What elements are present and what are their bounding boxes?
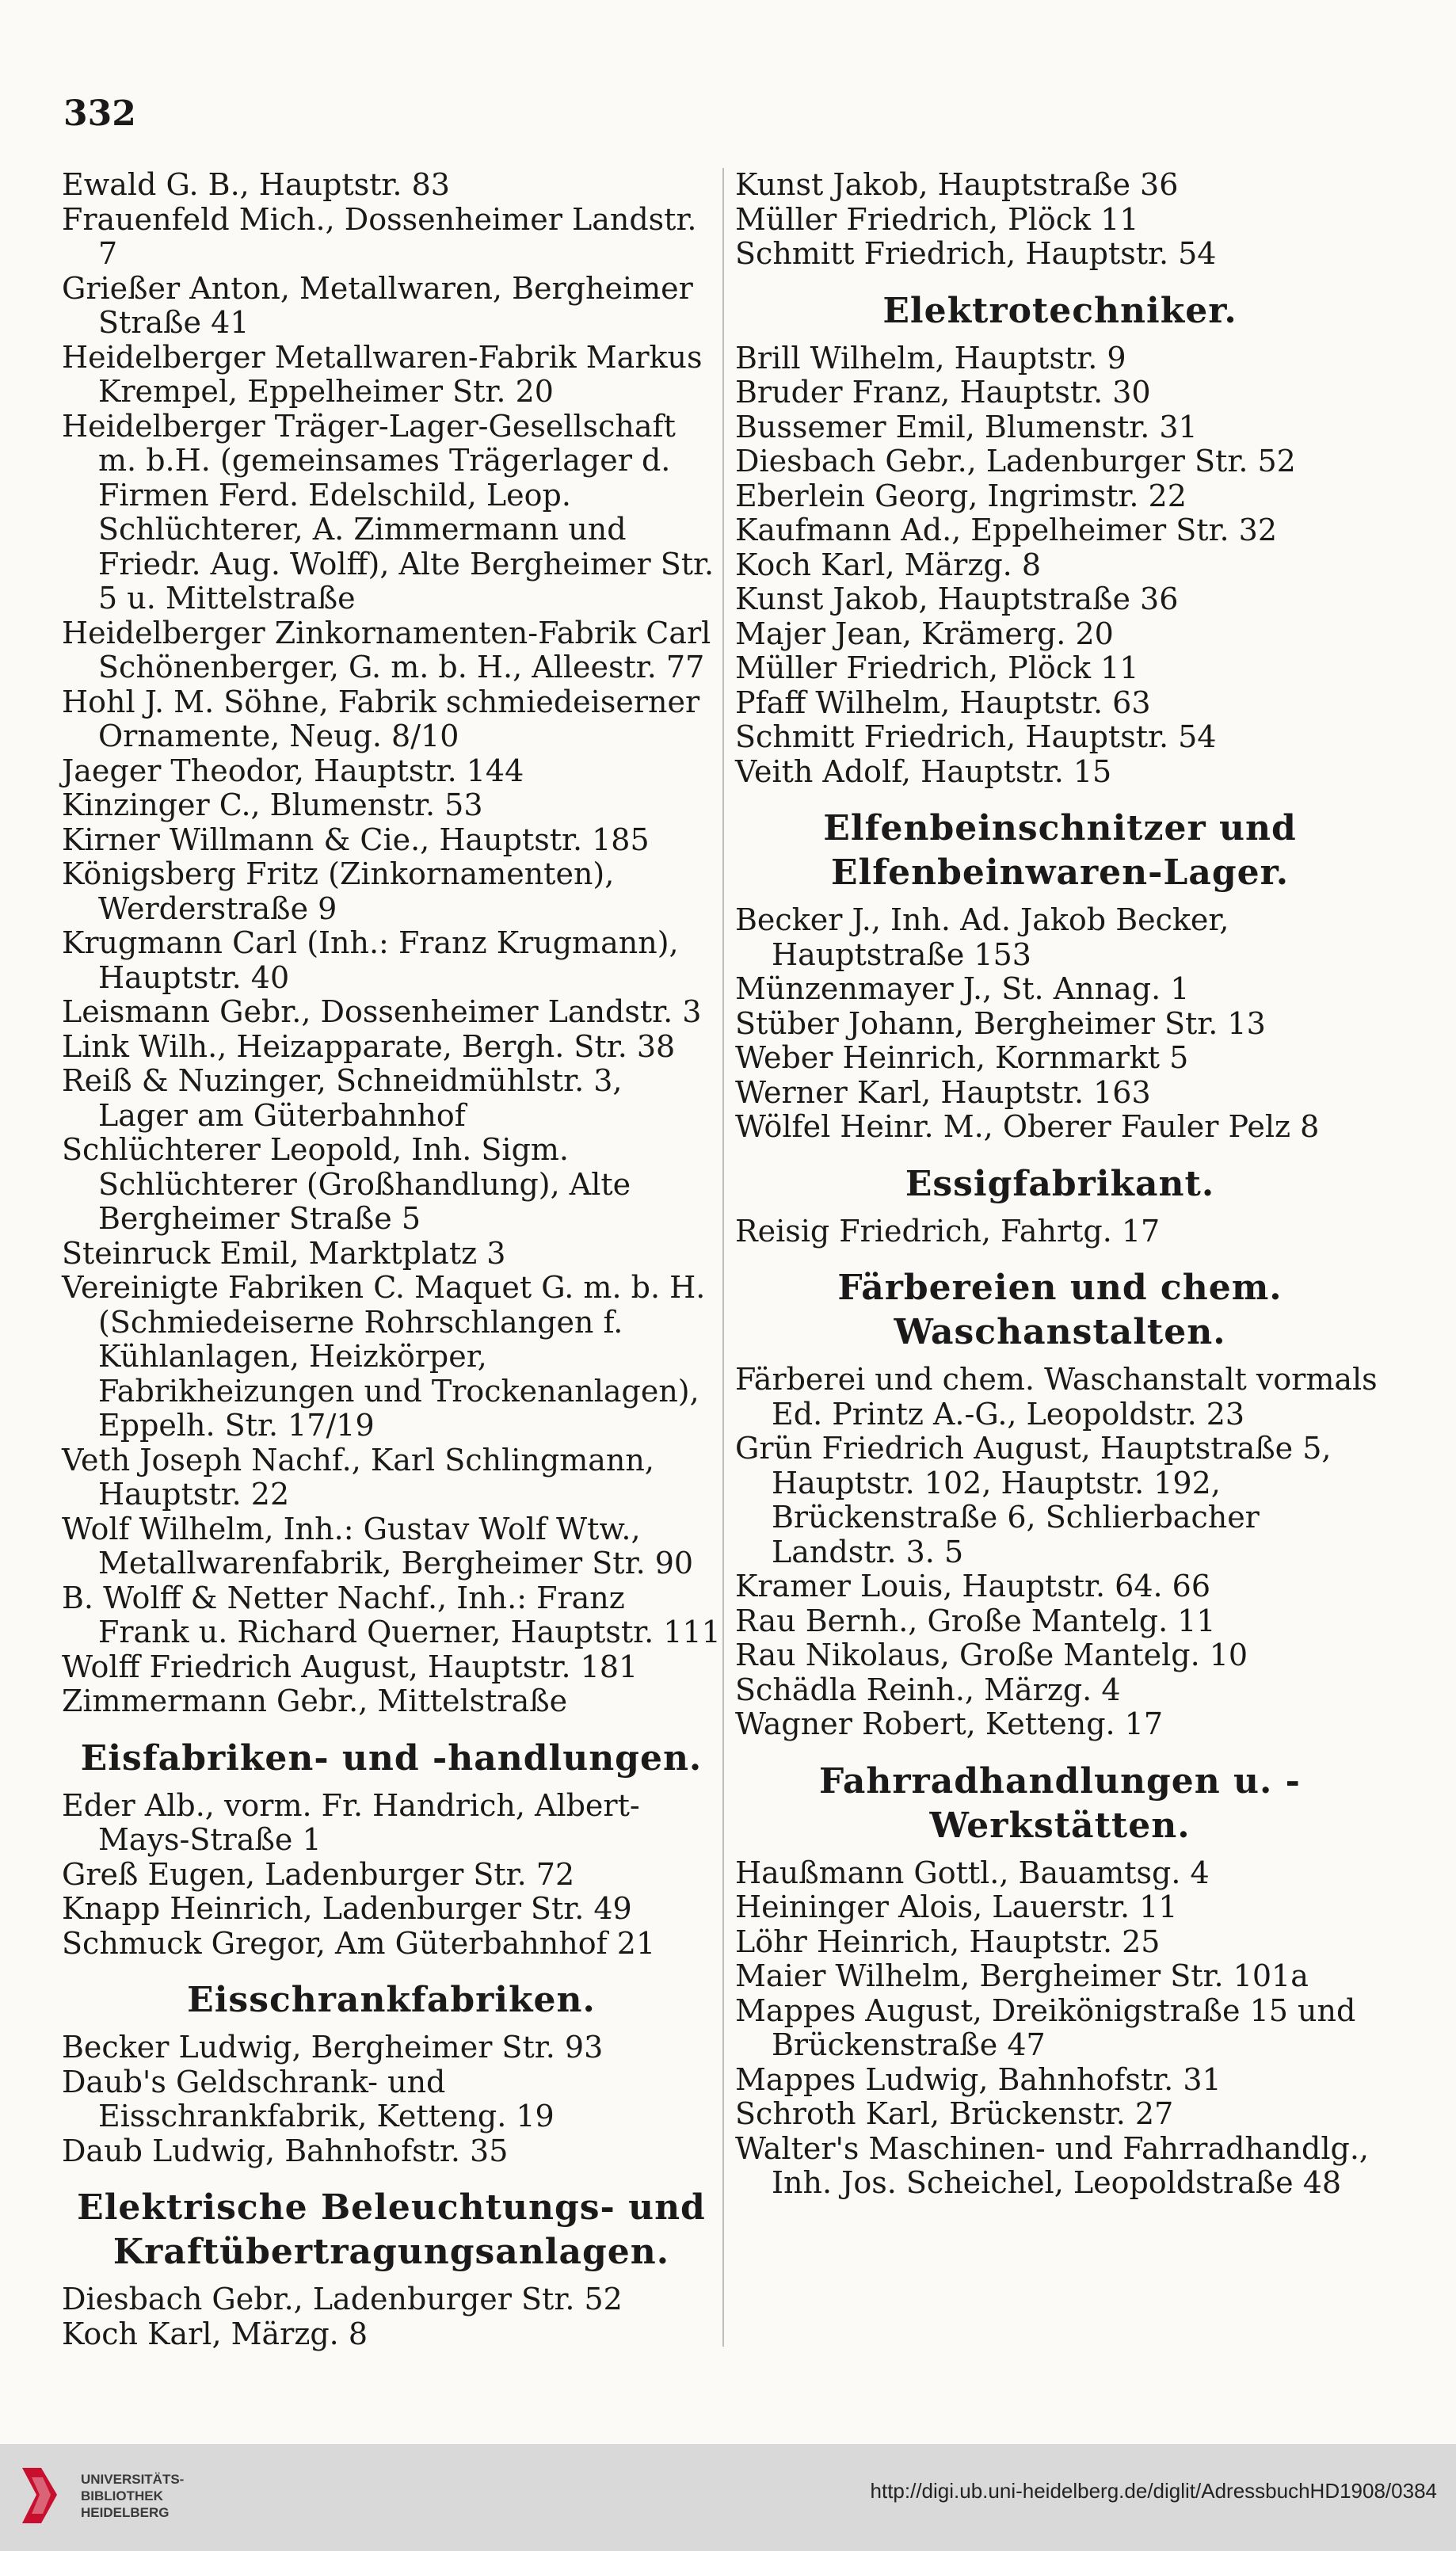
directory-entry: Kinzinger C., Blumenstr. 53: [62, 787, 483, 822]
directory-entry: Kirner Willmann & Cie., Hauptstr. 185: [62, 822, 650, 857]
directory-entry: Diesbach Gebr., Ladenburger Str. 52: [62, 2282, 623, 2316]
directory-entry: Wagner Robert, Ketteng. 17: [735, 1706, 1164, 1741]
directory-entry: Becker J., Inh. Ad. Jakob Becker, Hauptstraße 153: [735, 902, 1229, 972]
directory-entry: Diesbach Gebr., Ladenburger Str. 52: [735, 444, 1296, 479]
directory-entry: Becker Ludwig, Bergheimer Str. 93: [62, 2030, 604, 2065]
directory-entry: Königsberg Fritz (Zinkornamenten), Werderstraße 9: [62, 856, 615, 926]
directory-entry: Münzenmayer J., St. Annag. 1: [735, 971, 1190, 1006]
directory-entry: Färberei und chem. Waschanstalt vormals Ed. Printz A.-G., Leopoldstr. 23: [735, 1362, 1378, 1432]
directory-entry: Heidelberger Metallwaren-Fabrik Markus Krempel, Eppelheimer Str. 20: [62, 339, 703, 409]
logo-line: BIBLIOTHEK: [81, 2488, 163, 2503]
directory-entry: Grießer Anton, Metallwaren, Bergheimer Straße 41: [62, 270, 693, 340]
directory-entry: Werner Karl, Hauptstr. 163: [735, 1074, 1151, 1110]
directory-entry: Pfaff Wilhelm, Hauptstr. 63: [735, 684, 1151, 720]
directory-entry: Ewald G. B., Hauptstr. 83: [62, 167, 450, 202]
section-heading: Elfenbeinschnitzer und Elfenbeinwaren-Lager.: [823, 808, 1297, 893]
source-url-link[interactable]: http://digi.ub.uni-heidelberg.de/diglit/AdressbuchHD1908/0384: [870, 2479, 1437, 2503]
directory-entry: Veith Adolf, Hauptstr. 15: [735, 753, 1112, 789]
column-divider: [722, 168, 724, 2347]
directory-entry: Link Wilh., Heizapparate, Bergh. Str. 38: [62, 1028, 676, 1064]
page-number: 332: [63, 93, 136, 134]
directory-entry: Haußmann Gottl., Bauamtsg. 4: [735, 1855, 1210, 1890]
footer-bar: [0, 2444, 1456, 2551]
section-heading: Eisfabriken- und -handlungen.: [80, 1737, 703, 1779]
directory-entry: Leismann Gebr., Dossenheimer Landstr. 3: [62, 994, 702, 1029]
directory-entry: Steinruck Emil, Marktplatz 3: [62, 1235, 506, 1271]
directory-entry: Mappes August, Dreikönigstraße 15 und Brückenstraße 47: [735, 1992, 1356, 2062]
directory-entry: Schmuck Gregor, Am Güterbahnhof 21: [62, 1925, 656, 1961]
directory-entry: Jaeger Theodor, Hauptstr. 144: [62, 753, 524, 788]
directory-entry: Greß Eugen, Ladenburger Str. 72: [62, 1856, 575, 1892]
directory-entry: Bussemer Emil, Blumenstr. 31: [735, 409, 1198, 444]
directory-entry: Brill Wilhelm, Hauptstr. 9: [735, 340, 1126, 376]
library-logo-text: [81, 2471, 184, 2521]
directory-entry: Wolf Wilhelm, Inh.: Gustav Wolf Wtw., Metallwarenfabrik, Bergheimer Str. 90: [62, 1511, 694, 1581]
directory-entry: Walter's Maschinen- und Fahrradhandlg., Inh. Jos. Scheichel, Leopoldstraße 48: [735, 2130, 1369, 2200]
directory-entry: Reisig Friedrich, Fahrtg. 17: [735, 1213, 1161, 1249]
directory-entry: Grün Friedrich August, Hauptstraße 5, Hauptstr. 102, Hauptstr. 192, Brückenstraße 6, Schlierbacher Landstr. 3. 5: [735, 1431, 1332, 1569]
directory-entry: Daub Ludwig, Bahnhofstr. 35: [62, 2133, 509, 2168]
directory-entry: Heidelberger Zinkornamenten-Fabrik Carl Schönenberger, G. m. b. H., Alleestr. 77: [62, 615, 711, 684]
university-library-logo-icon[interactable]: [17, 2463, 62, 2528]
directory-entry: Reiß & Nuzinger, Schneidmühlstr. 3, Lager am Güterbahnhof: [62, 1063, 623, 1133]
section-heading: Essigfabrikant.: [905, 1163, 1215, 1204]
directory-entry: Veth Joseph Nachf., Karl Schlingmann, Hauptstr. 22: [62, 1442, 654, 1512]
directory-entry: Wolff Friedrich August, Hauptstr. 181: [62, 1649, 638, 1684]
directory-entry: Kramer Louis, Hauptstr. 64. 66: [735, 1569, 1211, 1603]
directory-entry: Wölfel Heinr. M., Oberer Fauler Pelz 8: [735, 1109, 1320, 1144]
directory-entry: Müller Friedrich, Plöck 11: [735, 201, 1139, 237]
directory-entry: Majer Jean, Krämerg. 20: [735, 616, 1114, 651]
directory-entry: Löhr Heinrich, Hauptstr. 25: [735, 1924, 1161, 1959]
section-heading: Elektrotechniker.: [882, 290, 1237, 331]
directory-entry: B. Wolff & Netter Nachf., Inh.: Franz Frank u. Richard Querner, Hauptstr. 111: [62, 1580, 721, 1649]
directory-entry: Kunst Jakob, Hauptstraße 36: [735, 582, 1179, 616]
directory-entry: Heidelberger Träger-Lager-Gesellschaft m. b.H. (gemeinsames Trägerlager d. Firmen Ferd. Edelschild, Leop. Schlüchterer, A. Zimmermann und Friedr. Aug. Wolff), Alte Bergheimer Str. 5 u. Mittelstraße: [62, 408, 715, 616]
right-column: [735, 168, 1385, 2201]
directory-entry: Bruder Franz, Hauptstr. 30: [735, 375, 1151, 410]
directory-entry: Stüber Johann, Bergheimer Str. 13: [735, 1005, 1266, 1041]
directory-entry: Rau Nikolaus, Große Mantelg. 10: [735, 1638, 1248, 1672]
directory-entry: Frauenfeld Mich., Dossenheimer Landstr. 7: [62, 201, 697, 271]
directory-entry: Weber Heinrich, Kornmarkt 5: [735, 1040, 1189, 1075]
section-heading: Elektrische Beleuchtungs- und Kraftübertragungsanlagen.: [77, 2187, 706, 2272]
logo-line: HEIDELBERG: [81, 2505, 170, 2520]
directory-entry: Zimmermann Gebr., Mittelstraße: [62, 1684, 568, 1718]
directory-entry: Rau Bernh., Große Mantelg. 11: [735, 1603, 1216, 1638]
left-column: [62, 168, 721, 2351]
directory-entry: Koch Karl, Märzg. 8: [735, 547, 1042, 582]
directory-entry: Kaufmann Ad., Eppelheimer Str. 32: [735, 513, 1278, 547]
directory-entry: Eberlein Georg, Ingrimstr. 22: [735, 478, 1187, 513]
logo-line: UNIVERSITÄTS-: [81, 2472, 185, 2487]
directory-entry: Koch Karl, Märzg. 8: [62, 2316, 368, 2351]
directory-entry: Kunst Jakob, Hauptstraße 36: [735, 167, 1179, 202]
directory-entry: Daub's Geldschrank- und Eisschrankfabrik, Ketteng. 19: [62, 2064, 555, 2133]
directory-entry: Vereinigte Fabriken C. Maquet G. m. b. H. (Schmiedeiserne Rohrschlangen f. Kühlanlagen, Heizkörper, Fabrikheizungen und Trockenanlagen), Eppelh. Str. 17/19: [62, 1270, 706, 1443]
section-heading: Fahrradhandlungen u. -Werkstätten.: [819, 1760, 1301, 1846]
directory-entry: Mappes Ludwig, Bahnhofstr. 31: [735, 2061, 1222, 2097]
directory-entry: Heininger Alois, Lauerstr. 11: [735, 1889, 1178, 1924]
directory-entry: Schmitt Friedrich, Hauptstr. 54: [735, 236, 1217, 271]
directory-entry: Schroth Karl, Brückenstr. 27: [735, 2096, 1174, 2131]
directory-entry: Eder Alb., vorm. Fr. Handrich, Albert-Mays-Straße 1: [62, 1787, 640, 1857]
directory-entry: Schädla Reinh., Märzg. 4: [735, 1672, 1121, 1707]
directory-entry: Krugmann Carl (Inh.: Franz Krugmann), Hauptstr. 40: [62, 925, 679, 995]
directory-entry: Maier Wilhelm, Bergheimer Str. 101a: [735, 1958, 1309, 1993]
directory-entry: Schlüchterer Leopold, Inh. Sigm. Schlüchterer (Großhandlung), Alte Bergheimer Straße 5: [62, 1132, 631, 1236]
directory-entry: Knapp Heinrich, Ladenburger Str. 49: [62, 1891, 632, 1926]
directory-entry: Schmitt Friedrich, Hauptstr. 54: [735, 719, 1217, 754]
section-heading: Eisschrankfabriken.: [187, 1980, 596, 2020]
directory-entry: Müller Friedrich, Plöck 11: [735, 650, 1139, 685]
section-heading: Färbereien und chem. Waschanstalten.: [837, 1268, 1283, 1352]
directory-entry: Hohl J. M. Söhne, Fabrik schmiedeiserner Ornamente, Neug. 8/10: [62, 684, 700, 753]
